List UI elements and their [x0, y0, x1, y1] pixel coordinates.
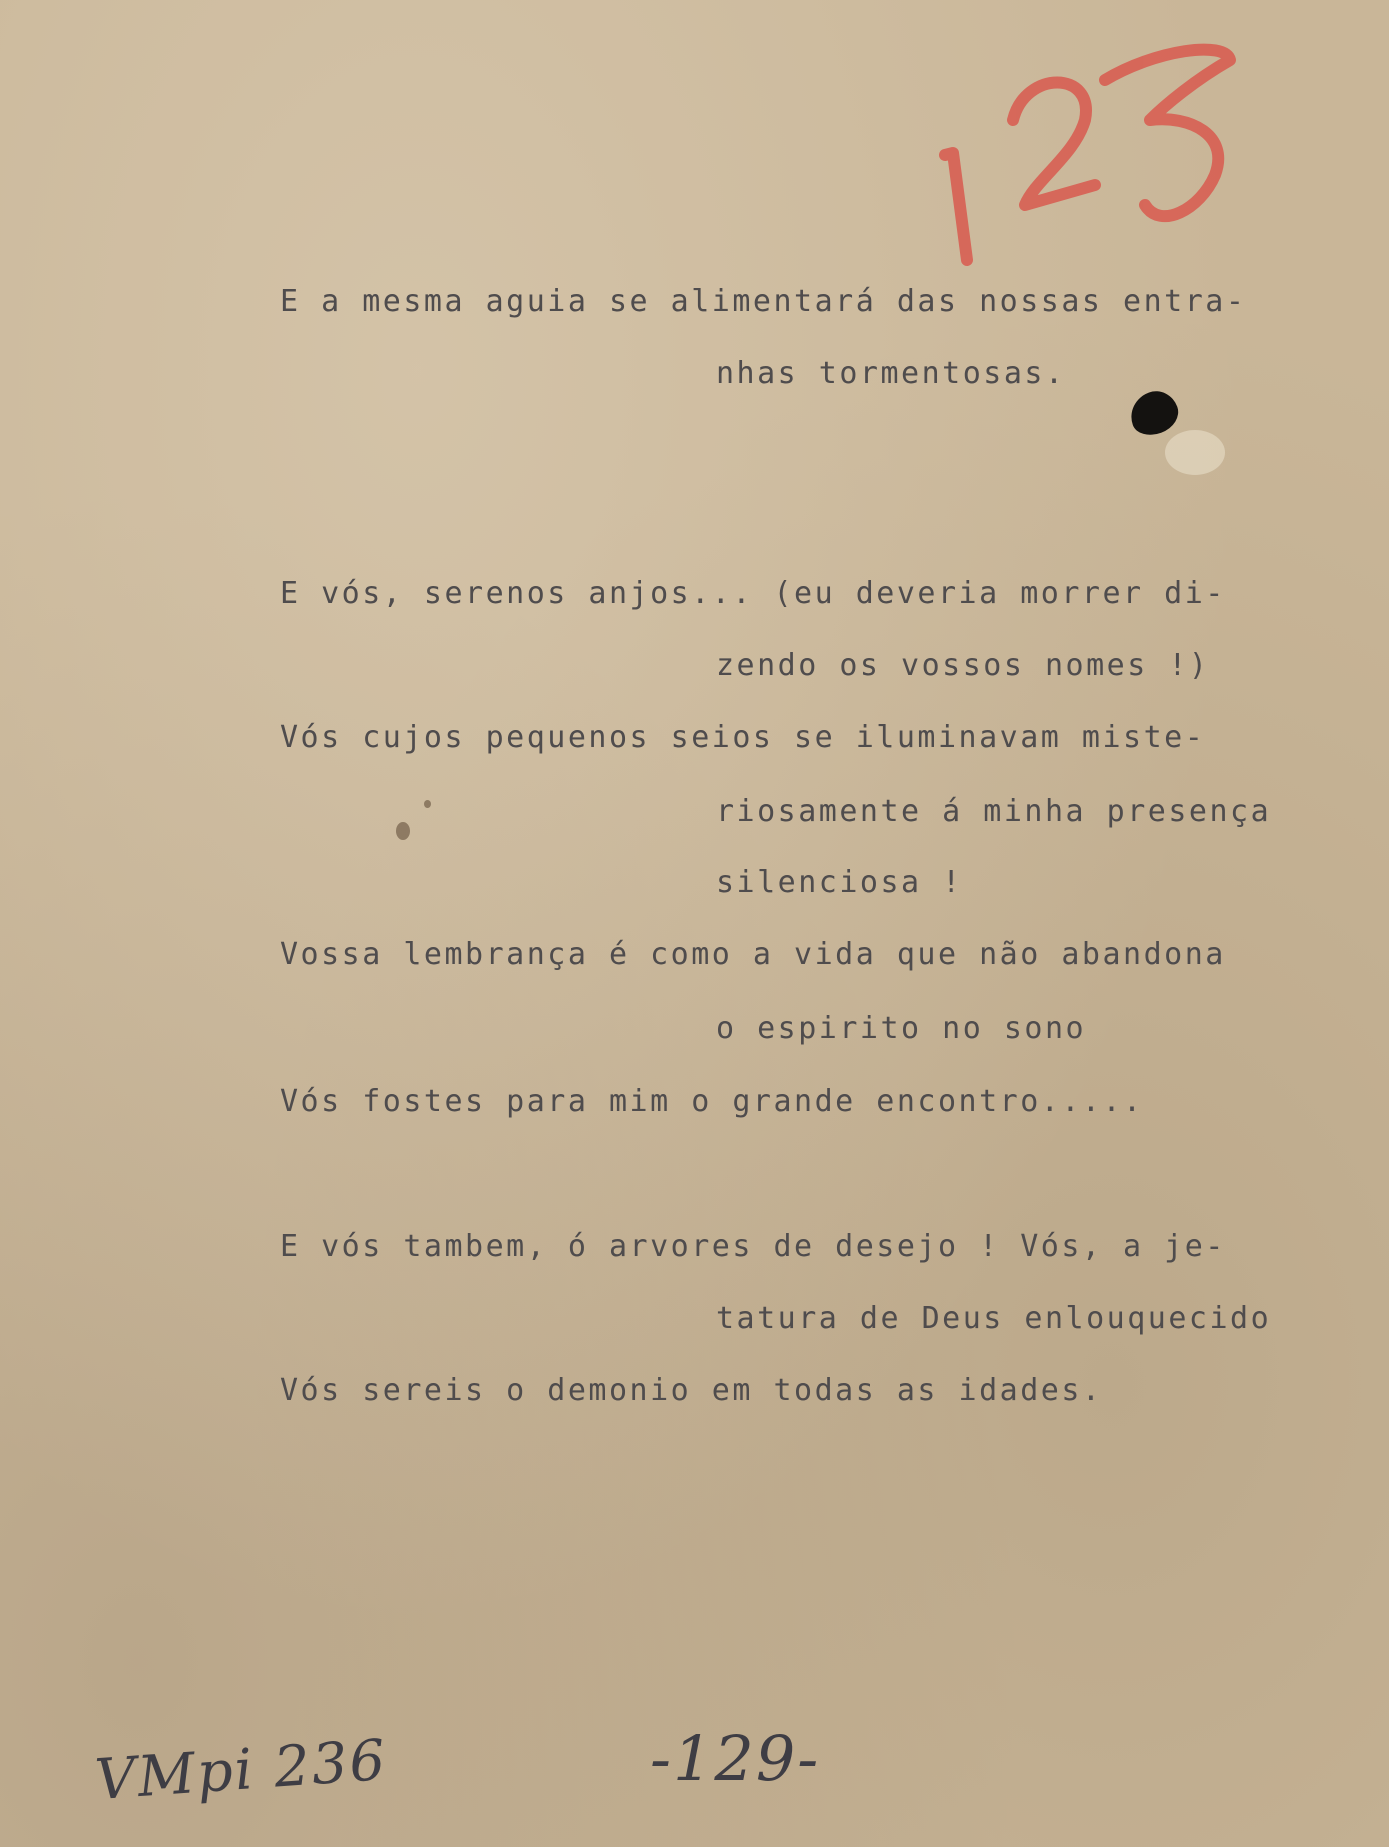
text-line: nhas tormentosas. [716, 356, 1066, 391]
ink-stain [396, 822, 410, 840]
text-line: silenciosa ! [716, 865, 963, 900]
red-folio-number [925, 35, 1255, 280]
text-line: E vós, serenos anjos... (eu deveria morrer di- [280, 576, 1226, 611]
paper-hole [1124, 385, 1183, 441]
text-line: Vós cujos pequenos seios se iluminavam miste- [280, 720, 1206, 755]
text-line: zendo os vossos nomes !) [716, 648, 1210, 683]
page-number: -129- [650, 1722, 821, 1795]
text-line: E a mesma aguia se alimentará das nossas entra- [280, 284, 1247, 319]
text-line: Vossa lembrança é como a vida que não abandona [280, 937, 1226, 972]
text-line: tatura de Deus enlouquecido [716, 1301, 1272, 1336]
ink-stain [424, 800, 431, 808]
text-line: riosamente á minha presença [716, 794, 1272, 829]
catalog-note: VMpi 236 [93, 1727, 390, 1814]
text-line: Vós sereis o demonio em todas as idades. [280, 1373, 1103, 1408]
paper-tear [1165, 430, 1225, 475]
text-line: E vós tambem, ó arvores de desejo ! Vós, a je- [280, 1229, 1226, 1264]
text-line: Vós fostes para mim o grande encontro..... [280, 1084, 1144, 1119]
text-line: o espirito no sono [716, 1011, 1087, 1046]
